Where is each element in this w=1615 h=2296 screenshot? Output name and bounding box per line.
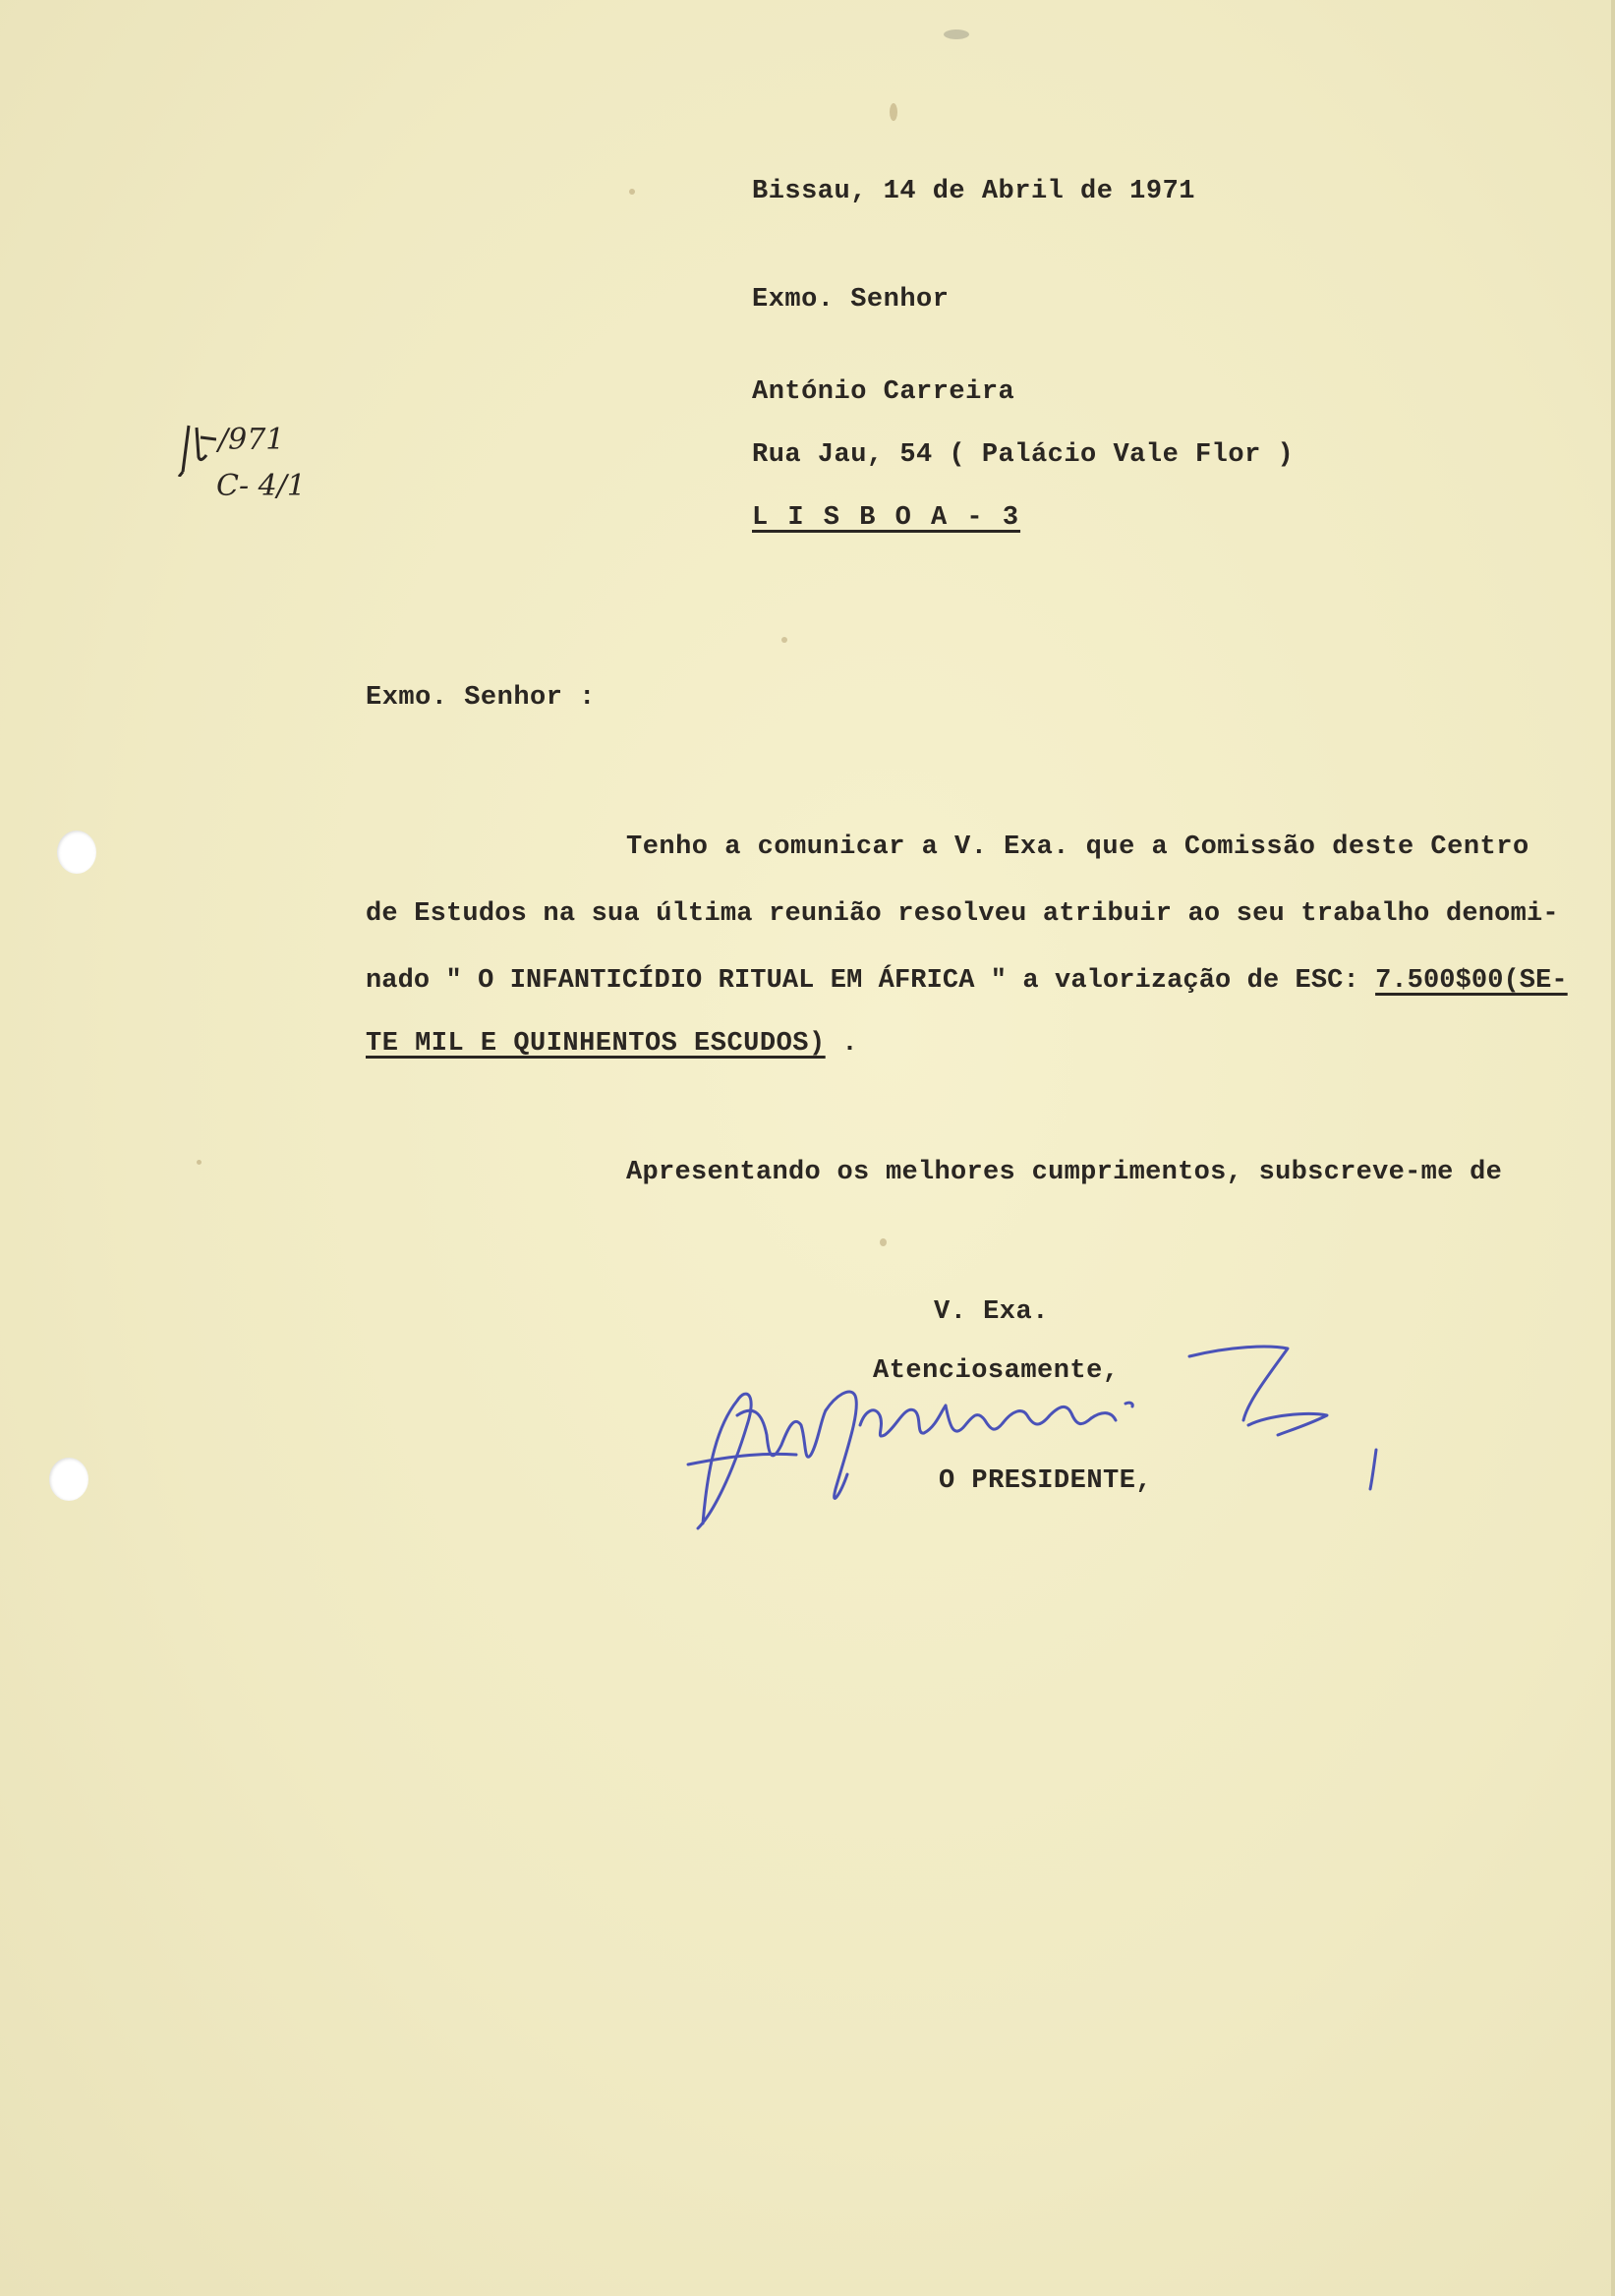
signoff-v-exa: V. Exa.: [934, 1297, 1049, 1327]
paper-speck: [197, 1160, 202, 1165]
body-line-4: [366, 1029, 858, 1059]
reference-number: /971: [218, 423, 285, 457]
signoff-title: O PRESIDENTE,: [939, 1466, 1153, 1496]
paper-speck: [781, 637, 787, 643]
body-line-2: de Estudos na sua última reunião resolveu atribuir ao seu trabalho denomi-: [366, 899, 1559, 929]
body-line-3-text: nado " O INFANTICÍDIO RITUAL EM ÁFRICA " a valorização de ESC:: [366, 966, 1376, 996]
award-amount: 7.500$00(SE-: [1375, 966, 1568, 996]
recipient-address: Rua Jau, 54 ( Palácio Vale Flor ): [752, 440, 1295, 470]
place-date: Bissau, 14 de Abril de 1971: [752, 177, 1195, 206]
closing-line: Apresentando os melhores cumprimentos, subscreve-me de: [626, 1158, 1503, 1187]
reference-code: C- 4/1: [216, 469, 306, 503]
award-amount-words: TE MIL E QUINHENTOS ESCUDOS): [366, 1029, 826, 1059]
signature-scribble: [678, 1317, 1563, 1553]
paper-speck: [629, 189, 635, 195]
body-line-3: [366, 966, 1568, 996]
punch-hole-top: [57, 831, 96, 874]
paper-speck: [944, 29, 969, 39]
paper-speck: [880, 1238, 887, 1246]
punch-hole-bottom: [49, 1458, 88, 1501]
letter-salutation: Exmo. Senhor :: [366, 683, 596, 713]
recipient-city: L I S B O A - 3: [752, 503, 1021, 533]
salutation-top: Exmo. Senhor: [752, 285, 950, 315]
body-line-4-end: .: [825, 1029, 859, 1059]
recipient-name: António Carreira: [752, 377, 1015, 407]
body-line-1: Tenho a comunicar a V. Exa. que a Comissão deste Centro: [626, 832, 1529, 862]
page-edge: [1611, 0, 1615, 2296]
signoff-regards: Atenciosamente,: [873, 1356, 1120, 1386]
reference-initials: [177, 418, 216, 477]
paper-speck: [890, 103, 897, 121]
